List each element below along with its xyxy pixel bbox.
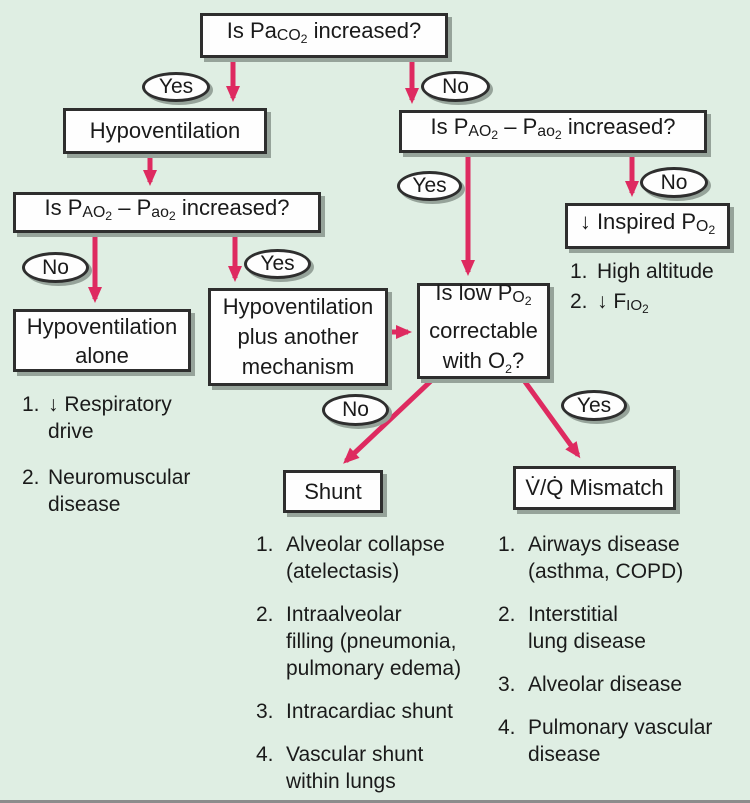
text-part: ao: [151, 204, 169, 222]
text-part: 2: [505, 362, 512, 377]
text-line: Alveolar collapse: [286, 533, 445, 556]
yes-oval-low-po2: [561, 390, 627, 421]
yes-label: Yes: [158, 75, 194, 98]
text-part: with O: [442, 348, 506, 373]
text-line: alone: [75, 342, 129, 368]
text-part: O: [512, 288, 525, 306]
text-part: 2: [300, 32, 308, 47]
item-text: [286, 531, 445, 585]
text-part: 2: [168, 209, 176, 224]
text-line: (asthma, COPD): [528, 560, 684, 583]
item-text: [528, 671, 682, 698]
text-part: Is P: [44, 195, 83, 221]
text-line: lung disease: [528, 630, 646, 653]
text-line: drive: [48, 420, 94, 443]
item-number: 3.: [498, 673, 516, 696]
text-line: disease: [528, 743, 601, 766]
no-oval-aao2-right: [640, 167, 708, 198]
text-part: 2: [554, 128, 562, 143]
list-item: [22, 391, 250, 445]
hypoventilation-label: Hypoventilation: [89, 118, 241, 143]
text-line: Neuromuscular: [48, 466, 191, 489]
text-line: (atelectasis): [286, 560, 400, 583]
item-number: 2.: [498, 603, 516, 626]
item-number: 2.: [22, 466, 40, 489]
text-part: O: [696, 217, 709, 235]
text-line: within lungs: [286, 770, 396, 793]
item-number: 1.: [498, 533, 516, 556]
no-oval-low-po2: [322, 394, 389, 426]
text-line: Airways disease: [528, 533, 680, 556]
list-item: [570, 288, 748, 323]
text-line: Intracardiac shunt: [286, 700, 453, 723]
yes-oval-aao2-left: [244, 249, 311, 279]
item-text: [597, 288, 649, 323]
yes-label: Yes: [260, 252, 295, 275]
item-text: [286, 698, 453, 725]
no-label: No: [42, 255, 69, 279]
arrow-lowpo2-yes-to-vq: [523, 379, 578, 455]
text-line: mechanism: [241, 354, 355, 379]
item-number: 4.: [256, 743, 274, 766]
text-part: increased?: [307, 18, 422, 44]
list-item: [498, 531, 743, 585]
text-part: Is Pa: [226, 18, 277, 44]
list-item: [570, 258, 748, 285]
text-part: – P: [112, 195, 152, 221]
text-line: pulmonary edema): [286, 657, 462, 680]
decision-low-po2-box: [417, 279, 550, 379]
item-text: [48, 391, 172, 445]
decision-aao2-left-box: [13, 192, 321, 233]
item-text: [528, 601, 646, 655]
hypoventilation-box: [63, 108, 267, 154]
item-number: 1.: [22, 393, 40, 416]
vq-mismatch-list: [498, 531, 743, 784]
text-line: filling (pneumonia,: [286, 630, 457, 653]
no-oval-paco2: [421, 71, 490, 102]
text-line: Hypoventilation: [26, 313, 178, 339]
text-part: 2: [642, 302, 649, 316]
text-part: ao: [537, 123, 555, 141]
text-part: IO: [626, 296, 643, 314]
shunt-list: [256, 531, 494, 803]
inspired-po2-box: [565, 203, 730, 249]
item-number: 1.: [570, 260, 588, 283]
no-label: No: [442, 74, 469, 98]
text-part: increased?: [561, 114, 676, 140]
list-item: [498, 714, 743, 768]
text-line: Interstitial: [528, 603, 618, 626]
list-item: [256, 601, 494, 682]
list-item: [256, 741, 494, 795]
text-part: Is P: [430, 114, 469, 140]
text-line: [443, 346, 524, 384]
item-text: [286, 601, 461, 682]
shunt-box: [283, 470, 383, 513]
text-line: correctable: [429, 318, 538, 343]
hypoventilation-alone-list: [22, 391, 250, 537]
text-part: 2: [708, 223, 716, 238]
item-text: [528, 714, 712, 768]
text-part: Is low P: [435, 279, 513, 305]
item-number: 3.: [256, 700, 274, 723]
text-part: AO: [468, 123, 492, 141]
item-number: 4.: [498, 716, 516, 739]
list-item: [498, 601, 743, 655]
hypoventilation-alone-box: [13, 309, 191, 372]
vq-mismatch-box: [513, 466, 676, 510]
list-item: [498, 671, 743, 698]
text-line: Hypoventilation: [222, 294, 374, 319]
yes-oval-aao2-right: [397, 171, 462, 201]
item-text: [48, 464, 190, 518]
inspired-po2-label: [580, 207, 715, 245]
yes-label: Yes: [412, 174, 447, 197]
text-line: plus another: [237, 324, 359, 349]
text-line: Pulmonary vascular: [528, 716, 713, 739]
text-part: 2: [105, 209, 113, 224]
decision-aao2-right-label: [431, 112, 676, 150]
text-part: ?: [511, 348, 525, 373]
text-part: increased?: [175, 195, 290, 221]
text-line: ↓ Respiratory: [48, 393, 172, 416]
no-label: No: [660, 170, 688, 194]
vq-mismatch-label: V̇/Q̇ Mismatch: [525, 475, 664, 500]
text-part: AO: [82, 204, 106, 222]
item-number: 2.: [256, 603, 274, 626]
text-part: ↓ Inspired P: [579, 208, 696, 234]
decision-aao2-right-box: [399, 110, 707, 153]
text-line: Vascular shunt: [286, 743, 424, 766]
decision-paco2-label: [227, 16, 422, 54]
item-number: 1.: [256, 533, 274, 556]
item-number: 2.: [570, 290, 588, 313]
text-part: 2: [524, 294, 532, 308]
text-line: disease: [48, 493, 121, 516]
text-line: Alveolar disease: [528, 673, 683, 696]
no-oval-aao2-left: [22, 252, 89, 283]
hypoventilation-plus-box: [208, 288, 388, 386]
list-item: [22, 464, 250, 518]
no-label: No: [342, 398, 369, 421]
list-item: [256, 698, 494, 725]
shunt-label: Shunt: [304, 478, 362, 504]
item-text: High altitude: [597, 260, 714, 283]
text-line: [435, 278, 531, 316]
text-part: 2: [491, 128, 499, 143]
item-text: [286, 741, 423, 795]
text-part: ↓ F: [597, 290, 627, 313]
list-item: [256, 531, 494, 585]
inspired-po2-list: [570, 258, 748, 326]
text-part: CO: [276, 27, 301, 45]
text-part: – P: [498, 114, 538, 140]
text-line: Intraalveolar: [286, 603, 402, 626]
decision-aao2-left-label: [45, 193, 290, 231]
yes-label: Yes: [576, 393, 612, 417]
yes-oval-paco2: [142, 72, 210, 102]
item-text: [528, 531, 683, 585]
decision-paco2-box: [200, 13, 448, 58]
